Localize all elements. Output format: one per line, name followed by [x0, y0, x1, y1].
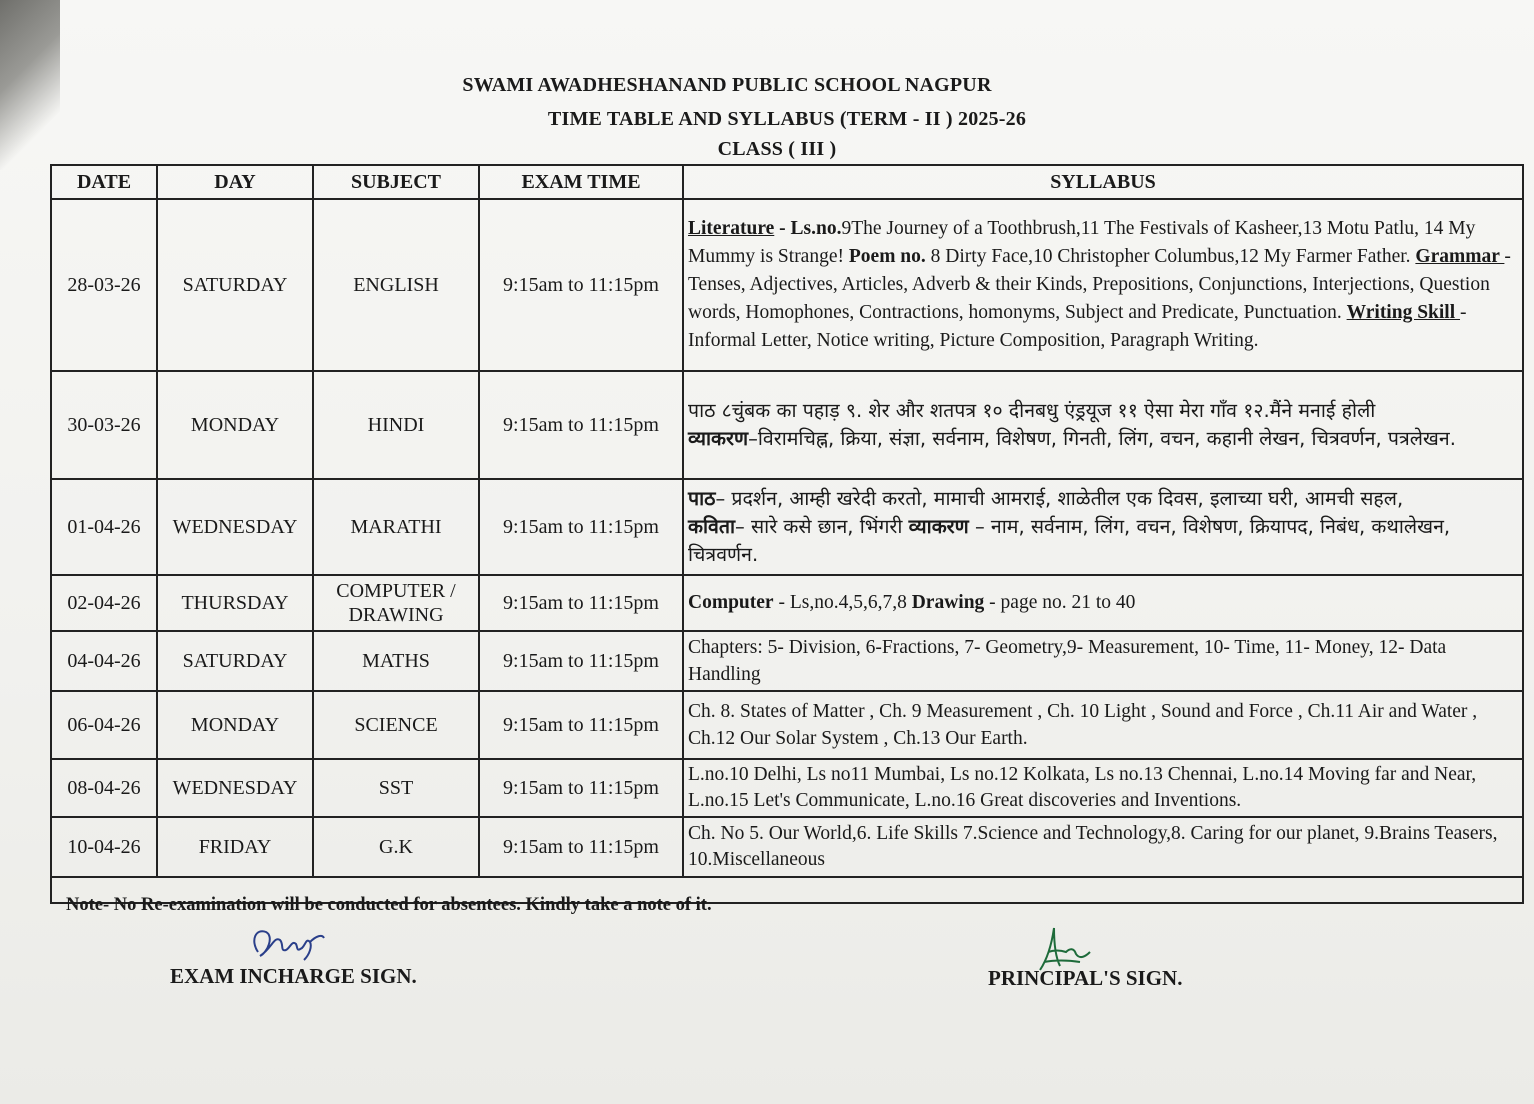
- row-subject: G.K: [313, 817, 479, 877]
- row-syllabus: L.no.10 Delhi, Ls no11 Mumbai, Ls no.12 Kolkata, Ls no.13 Chennai, L.no.14 Moving far and Near, L.no.15 Let's Communicate, L.no.16 Great discoveries and Inventions.: [683, 759, 1523, 817]
- row-day: WEDNESDAY: [157, 479, 313, 575]
- row-subject: SST: [313, 759, 479, 817]
- poem-label: Poem no.: [848, 246, 926, 267]
- literature-text: 9The Journey of a Toothbrush,11 The Festivals of Kasheer,13 Motu Patlu, 14 My Mummy is Strange!: [688, 218, 1476, 267]
- row-date: 28-03-26: [51, 199, 157, 371]
- row-day: WEDNESDAY: [157, 759, 313, 817]
- row-syllabus: Ch. 8. States of Matter , Ch. 9 Measurement , Ch. 10 Light , Sound and Force , Ch.11 Air and Water , Ch.12 Our Solar System , Ch.13 Our Earth.: [683, 691, 1523, 759]
- row-syllabus: [683, 371, 1523, 479]
- hindi-grammar-text: –विरामचिह्न, क्रिया, संज्ञा, सर्वनाम, विशेषण, गिनती, लिंग, वचन, कहानी लेखन, चित्रवर्णन, पत्रलेखन.: [748, 427, 1456, 450]
- literature-label: Literature: [688, 218, 775, 239]
- document-title: TIME TABLE AND SYLLABUS (TERM - II ) 2025-26: [547, 108, 1027, 130]
- drawing-text: - page no. 21 to 40: [984, 592, 1136, 613]
- row-time: 9:15am to 11:15pm: [479, 631, 683, 691]
- hindi-lessons: पाठ ८चुंबक का पहाड़ ९. शेर और शतपत्र १० दीनबधु एंड्रयूज ११ ऐसा मेरा गाँव १२.मैंने मनाई होली: [688, 399, 1376, 422]
- row-syllabus: [683, 199, 1523, 371]
- row-date: 10-04-26: [51, 817, 157, 877]
- table-row: [51, 631, 1523, 691]
- computer-text: - Ls,no.4,5,6,7,8: [773, 592, 912, 613]
- table-row: [51, 575, 1523, 631]
- row-time: 9:15am to 11:15pm: [479, 575, 683, 631]
- school-name: SWAMI AWADHESHANAND PUBLIC SCHOOL NAGPUR: [462, 74, 992, 96]
- row-day: MONDAY: [157, 371, 313, 479]
- grammar-text: - Tenses, Adjectives, Articles, Adverb & their Kinds, Prepositions, Conjunctions, Interjections, Question words, Homophones, Contractions, homonyms, Subject and Predicate, Punctuation.: [688, 246, 1511, 323]
- marathi-grammar-text: – नाम, सर्वनाम, लिंग, वचन, विशेषण, क्रियापद, निबंध, कथालेखन, चित्रवर्णन.: [688, 515, 1451, 566]
- literature-ls-label: - Ls.no.: [774, 218, 842, 239]
- marathi-grammar-label: व्याकरण: [908, 515, 969, 538]
- writing-skill-text: - Informal Letter, Notice writing, Picture Composition, Paragraph Writing.: [688, 302, 1467, 351]
- marathi-lessons-label: पाठ: [688, 487, 716, 510]
- row-subject: ENGLISH: [313, 199, 479, 371]
- table-row: [51, 199, 1523, 371]
- class-label: CLASS ( III ): [717, 138, 837, 160]
- grammar-label: Grammar: [1415, 246, 1505, 267]
- poem-text: 8 Dirty Face,10 Christopher Columbus,12 My Farmer Father.: [925, 246, 1416, 267]
- row-syllabus: Chapters: 5- Division, 6-Fractions, 7- Geometry,9- Measurement, 10- Time, 11- Money, 12- Data Handling: [683, 631, 1523, 691]
- col-date: DATE: [51, 165, 157, 199]
- computer-label: Computer: [688, 592, 774, 613]
- row-time: 9:15am to 11:15pm: [479, 691, 683, 759]
- col-exam-time: EXAM TIME: [479, 165, 683, 199]
- blank-cell: [683, 877, 1523, 903]
- row-day: MONDAY: [157, 691, 313, 759]
- table-row: [51, 479, 1523, 575]
- table-row: [51, 759, 1523, 817]
- row-subject: SCIENCE: [313, 691, 479, 759]
- row-subject: MARATHI: [313, 479, 479, 575]
- row-time: 9:15am to 11:15pm: [479, 371, 683, 479]
- hindi-grammar-label: व्याकरण: [688, 427, 749, 450]
- row-date: 04-04-26: [51, 631, 157, 691]
- row-subject: MATHS: [313, 631, 479, 691]
- row-syllabus: [683, 479, 1523, 575]
- table-row: [51, 371, 1523, 479]
- row-time: 9:15am to 11:15pm: [479, 479, 683, 575]
- writing-skill-label: Writing Skill: [1346, 302, 1461, 323]
- marathi-poems-label: कविता: [688, 515, 736, 538]
- row-day: FRIDAY: [157, 817, 313, 877]
- row-time: 9:15am to 11:15pm: [479, 759, 683, 817]
- marathi-poems-text: – सारे कसे छान, भिंगरी: [735, 515, 909, 538]
- col-day: DAY: [157, 165, 313, 199]
- row-date: 06-04-26: [51, 691, 157, 759]
- principal-sign-label: PRINCIPAL'S SIGN.: [988, 966, 1183, 990]
- exam-incharge-sign-label: EXAM INCHARGE SIGN.: [170, 964, 417, 988]
- row-day: SATURDAY: [157, 199, 313, 371]
- row-subject: COMPUTER / DRAWING: [313, 575, 479, 631]
- row-syllabus: Ch. No 5. Our World,6. Life Skills 7.Science and Technology,8. Caring for our planet, 9.Brains Teasers, 10.Miscellaneous: [683, 817, 1523, 877]
- row-subject: HINDI: [313, 371, 479, 479]
- row-syllabus: [683, 575, 1523, 631]
- table-row: [51, 817, 1523, 877]
- drawing-label: Drawing: [911, 592, 985, 613]
- row-date: 01-04-26: [51, 479, 157, 575]
- row-date: 02-04-26: [51, 575, 157, 631]
- table-row: [51, 691, 1523, 759]
- table-header-row: [51, 165, 1523, 199]
- row-date: 08-04-26: [51, 759, 157, 817]
- row-time: 9:15am to 11:15pm: [479, 817, 683, 877]
- col-syllabus: SYLLABUS: [683, 165, 1523, 199]
- row-date: 30-03-26: [51, 371, 157, 479]
- row-day: THURSDAY: [157, 575, 313, 631]
- col-subject: SUBJECT: [313, 165, 479, 199]
- note-text: Note- No Re-examination will be conducted for absentees. Kindly take a note of it.: [66, 895, 712, 915]
- row-time: 9:15am to 11:15pm: [479, 199, 683, 371]
- marathi-lessons-text: – प्रदर्शन, आम्ही खरेदी करतो, मामाची आमराई, शाळेतील एक दिवस, इलाच्या घरी, आमची सहल,: [715, 487, 1404, 510]
- row-day: SATURDAY: [157, 631, 313, 691]
- timetable: [50, 164, 1524, 904]
